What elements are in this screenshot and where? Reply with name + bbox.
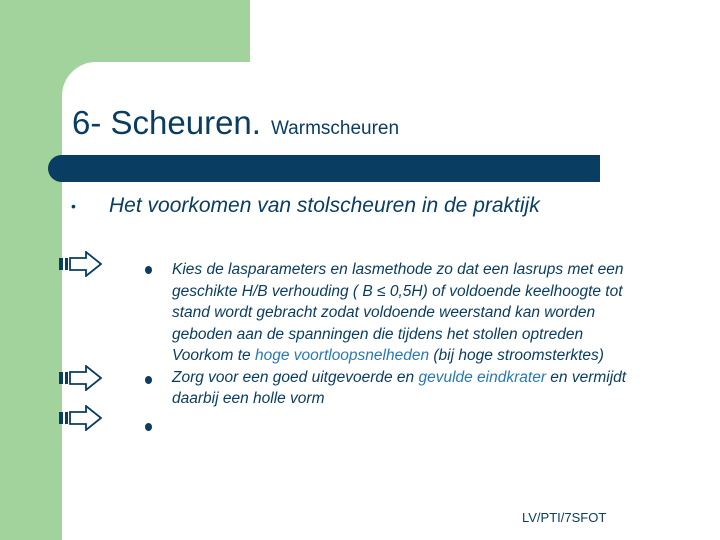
green-decor-left bbox=[0, 0, 62, 540]
list-item bbox=[172, 259, 652, 345]
slide-title bbox=[72, 104, 399, 142]
section-heading: Het voorkomen van stolscheuren in de praktijk bbox=[109, 194, 540, 217]
bullet-dot-icon: • bbox=[71, 198, 76, 214]
sub-bullet-icon bbox=[145, 266, 152, 274]
item-text: Kies de lasparameters en lasmethode zo dat een lasrups met een geschikte H/B verhouding ( B ≤ 0,5H) of voldoende keelhoogte tot stand wordt gebracht zodat voldoende weerstand kan worden geboden aan de spanningen die tijdens het stollen optreden bbox=[172, 261, 624, 343]
sub-bullet-icon bbox=[145, 423, 152, 431]
bullet-list bbox=[172, 259, 652, 410]
arrow-right-icon bbox=[58, 405, 102, 431]
item-text: Zorg voor een goed uitgevoerde en bbox=[172, 368, 419, 386]
item-text: en vermijdt daarbij een holle vorm bbox=[172, 368, 627, 407]
item-text: (bij hoge stroomsterktes) bbox=[429, 347, 604, 364]
list-item bbox=[172, 345, 652, 367]
sub-bullet-icon bbox=[145, 376, 152, 384]
item-text: Voorkom te bbox=[172, 347, 255, 364]
item-highlight: hoge voortloopsnelheden bbox=[255, 347, 430, 364]
footer-code: LV/PTI/7SFOT bbox=[522, 510, 607, 525]
arrow-right-icon bbox=[58, 365, 102, 391]
list-item bbox=[172, 367, 652, 410]
arrow-right-icon bbox=[58, 251, 102, 277]
title-bar bbox=[62, 155, 600, 182]
title-subtitle: Warmscheuren bbox=[270, 118, 400, 139]
item-highlight: gevulde eindkrater bbox=[418, 368, 546, 386]
title-main: 6- Scheuren. bbox=[72, 104, 261, 141]
